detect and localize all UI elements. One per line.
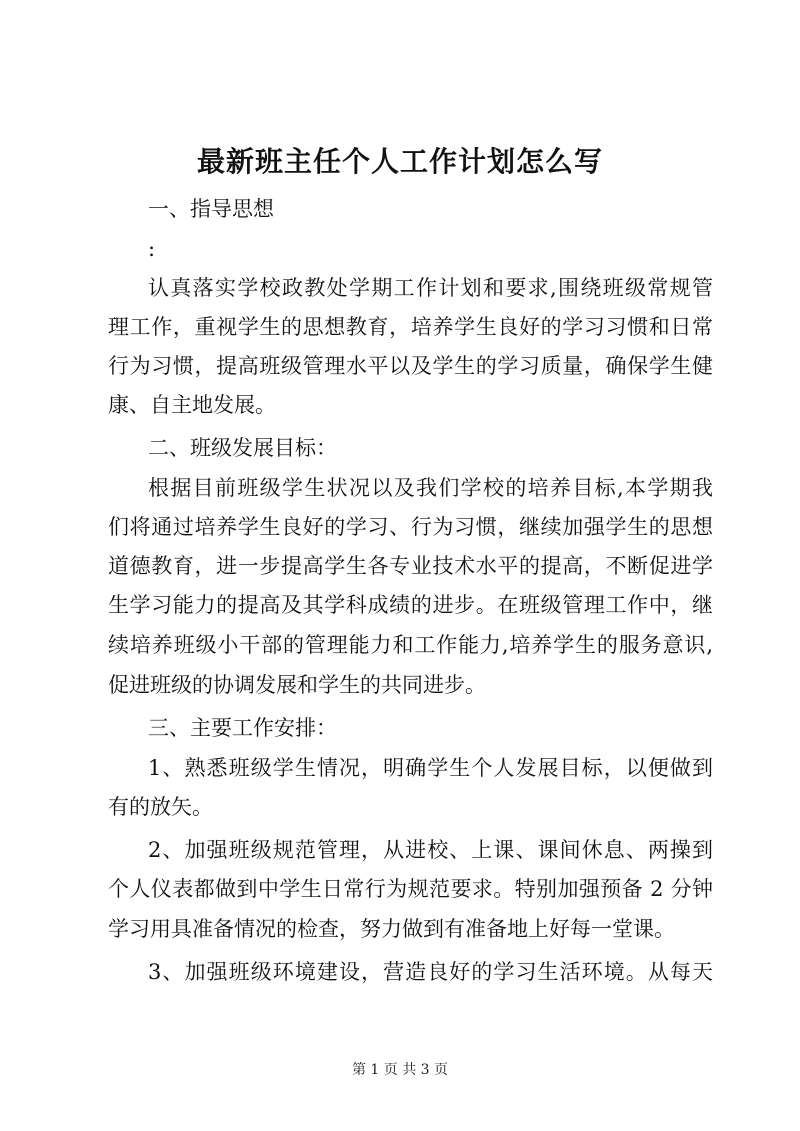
colon-line: : [148,237,156,261]
item2-line-2: 个人仪表都做到中学生日常行为规范要求。特别加强预备 2 分钟 [108,877,713,901]
para2-line-5: 续培养班级小干部的管理能力和工作能力,培养学生的服务意识, [108,633,713,657]
page-footer: 第 1 页 共 3 页 [351,1062,449,1078]
para2-line-1: 根据目前班级学生状况以及我们学校的培养目标,本学期我 [148,476,713,500]
para2-line-6: 促进班级的协调发展和学生的共同进步。 [108,673,486,697]
item2-line-1: 2、加强班级规范管理，从进校、上课、课间休息、两操到 [148,838,713,862]
document-title: 最新班主任个人工作计划怎么写 [196,145,603,178]
item3-line-1: 3、加强班级环境建设，营造良好的学习生活环境。从每天 [148,960,713,984]
para1-line-2: 理工作，重视学生的思想教育，培养学生良好的学习习惯和日常 [108,315,713,339]
para2-line-4: 生学习能力的提高及其学科成绩的进步。在班级管理工作中，继 [108,593,713,617]
para1-line-1: 认真落实学校政教处学期工作计划和要求,围绕班级常规管 [148,276,713,300]
section-heading-3: 三、主要工作安排： [148,716,337,740]
para2-line-2: 们将通过培养学生良好的学习、行为习惯，继续加强学生的思想 [108,515,713,539]
para1-line-3: 行为习惯，提高班级管理水平以及学生的学习质量，确保学生健 [108,354,713,378]
item2-line-3: 学习用具准备情况的检查，努力做到有准备地上好每一堂课。 [108,917,675,941]
para1-line-4: 康、自主地发展。 [108,393,276,417]
section-heading-1: 一、指导思想 [148,197,274,221]
section-heading-2: 二、班级发展目标： [148,436,337,460]
item1-line-1: 1、熟悉班级学生情况，明确学生个人发展目标，以便做到 [148,756,713,780]
item1-line-2: 有的放矢。 [108,795,213,819]
para2-line-3: 道德教育，进一步提高学生各专业技术水平的提高，不断促进学 [108,554,713,578]
